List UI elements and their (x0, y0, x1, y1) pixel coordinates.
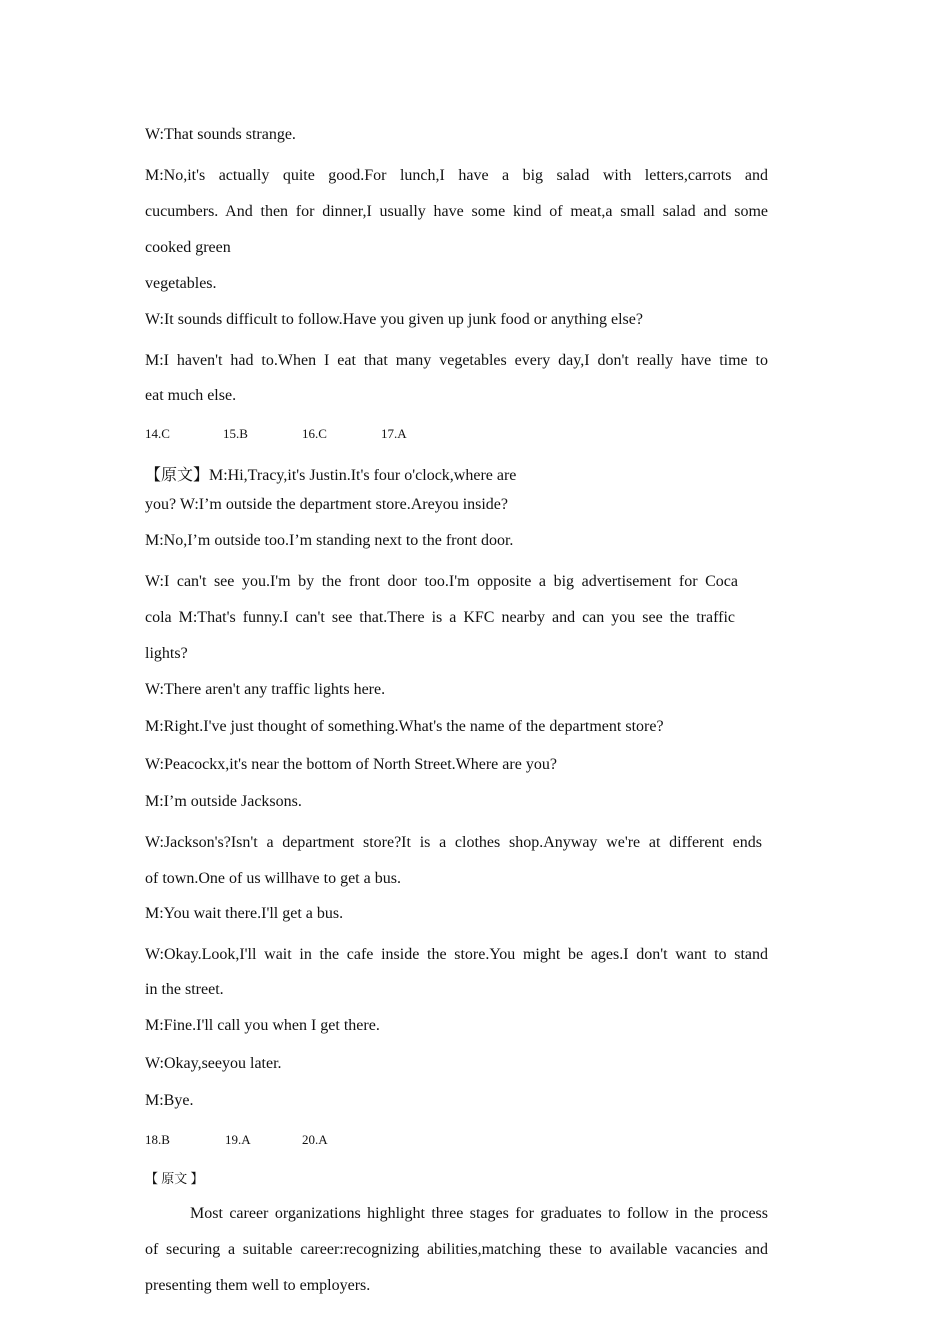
dialogue-line: lights? (145, 645, 188, 662)
dialogue-line: W:Okay,seeyou later. (145, 1055, 282, 1072)
dialogue-line: M:Right.I've just thought of something.What's the name of the department store? (145, 718, 664, 735)
paragraph-line: Most career organizations highlight three stages for graduates to follow in the process (190, 1205, 768, 1222)
paragraph-line: presenting them well to employers. (145, 1277, 371, 1294)
transcript-heading-line: 【原文】M:Hi,Tracy,it's Justin.It's four o'clock,where are (145, 467, 517, 484)
dialogue-line: W:There aren't any traffic lights here. (145, 681, 386, 698)
dialogue-line: W:It sounds difficult to follow.Have you given up junk food or anything else? (145, 311, 643, 328)
dialogue-line: of town.One of us willhave to get a bus. (145, 870, 401, 887)
transcript-heading: 【 原文 】 (145, 1171, 204, 1186)
dialogue-line: W:That sounds strange. (145, 126, 296, 143)
answer-key: 20.A (302, 1132, 328, 1147)
dialogue-line: cucumbers. And then for dinner,I usually have some kind of meat,a small salad and some (145, 203, 768, 220)
dialogue-line: W:Peacockx,it's near the bottom of North Street.Where are you? (145, 756, 557, 773)
dialogue-line: M:Bye. (145, 1092, 194, 1109)
answer-key: 17.A (381, 426, 407, 441)
answer-key: 15.B (223, 426, 248, 441)
dialogue-line: cooked green (145, 239, 231, 256)
dialogue-line: M:You wait there.I'll get a bus. (145, 905, 344, 922)
dialogue-line: cola M:That's funny.I can't see that.There is a KFC nearby and can you see the traffic (145, 609, 735, 626)
dialogue-line: M:I haven't had to.When I eat that many vegetables every day,I don't really have time to (145, 352, 768, 369)
dialogue-line: you? W:I’m outside the department store.Areyou inside? (145, 496, 509, 513)
dialogue-line: eat much else. (145, 387, 237, 404)
dialogue-line: W:Jackson's?Isn't a department store?It is a clothes shop.Anyway we're at different ends (145, 834, 762, 851)
dialogue-line: M:Fine.I'll call you when I get there. (145, 1017, 380, 1034)
dialogue-line: W:Okay.Look,I'll wait in the cafe inside the store.You might be ages.I don't want to stand (145, 946, 768, 963)
dialogue-line: M:No,I’m outside too.I’m standing next to the front door. (145, 532, 514, 549)
dialogue-line: W:I can't see you.I'm by the front door too.I'm opposite a big advertisement for Coca (145, 573, 738, 590)
dialogue-line: in the street. (145, 981, 224, 998)
dialogue-line: M:No,it's actually quite good.For lunch,I have a big salad with letters,carrots and (145, 167, 768, 184)
answer-key: 19.A (225, 1132, 251, 1147)
dialogue-line: M:I’m outside Jacksons. (145, 793, 302, 810)
answer-key: 14.C (145, 426, 170, 441)
answer-key: 16.C (302, 426, 327, 441)
dialogue-line: vegetables. (145, 275, 217, 292)
answer-key: 18.B (145, 1132, 170, 1147)
paragraph-line: of securing a suitable career:recognizing abilities,matching these to available vacancies and (145, 1241, 768, 1258)
